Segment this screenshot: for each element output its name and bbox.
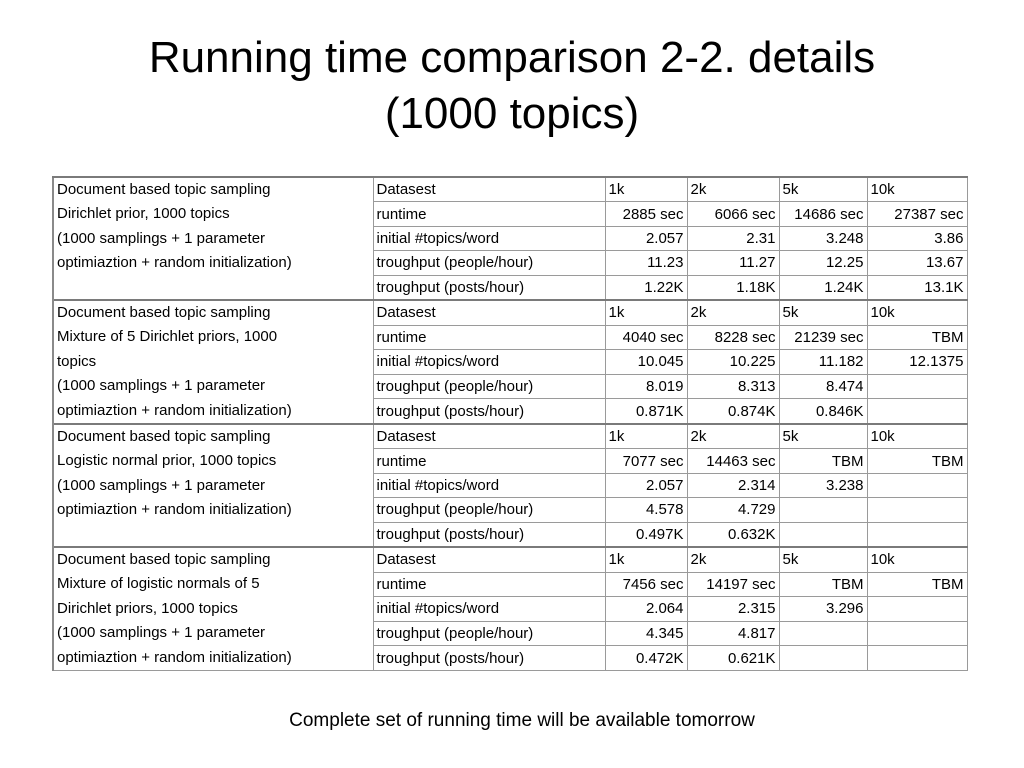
metric-label-cell: troughput (people/hour) [373, 374, 605, 399]
metric-label-cell: runtime [373, 325, 605, 350]
config-description-line: Document based topic sampling [57, 181, 271, 198]
value-cell-1k: 4.345 [605, 621, 687, 646]
metric-label-cell: troughput (posts/hour) [373, 399, 605, 424]
value-cell-1k: 0.472K [605, 646, 687, 671]
config-description-line: Mixture of 5 Dirichlet priors, 1000 [57, 328, 278, 346]
value-cell-10k [867, 621, 967, 646]
value-cell-5k: 3.296 [779, 597, 867, 622]
config-description-line: Document based topic sampling [57, 550, 271, 568]
config-description-line: Document based topic sampling [57, 427, 271, 445]
config-description-line: (1000 samplings + 1 parameter [57, 377, 266, 395]
value-cell-1k: 10.045 [605, 350, 687, 375]
metric-label-cell: runtime [373, 449, 605, 473]
config-description-cell [53, 300, 373, 424]
value-cell-1k: 2885 sec [605, 202, 687, 226]
value-cell-10k [867, 399, 967, 424]
value-cell-2k: 0.621K [687, 646, 779, 671]
value-cell-1k: 2.064 [605, 597, 687, 622]
value-cell-1k: 0.497K [605, 522, 687, 547]
metric-label-cell: troughput (people/hour) [373, 251, 605, 275]
column-header-dataset: Datasest [373, 300, 605, 325]
value-cell-2k: 0.632K [687, 522, 779, 547]
column-header-5k: 5k [779, 424, 867, 449]
value-cell-5k: 21239 sec [779, 325, 867, 350]
column-header-5k: 5k [779, 547, 867, 572]
metric-label-cell: troughput (people/hour) [373, 621, 605, 646]
value-cell-2k: 1.18K [687, 275, 779, 300]
value-cell-5k: TBM [779, 449, 867, 473]
value-cell-10k [867, 646, 967, 671]
metric-label-cell: troughput (people/hour) [373, 498, 605, 522]
value-cell-5k [779, 621, 867, 646]
value-cell-1k: 11.23 [605, 251, 687, 275]
column-header-10k: 10k [867, 300, 967, 325]
metric-label-cell: runtime [373, 202, 605, 226]
value-cell-10k [867, 498, 967, 522]
value-cell-5k [779, 522, 867, 547]
value-cell-5k: TBM [779, 572, 867, 597]
value-cell-1k: 2.057 [605, 473, 687, 497]
value-cell-5k: 8.474 [779, 374, 867, 399]
table-header-row [53, 547, 967, 572]
config-description-line: Dirichlet priors, 1000 topics [57, 599, 238, 617]
value-cell-10k: 13.1K [867, 275, 967, 300]
value-cell-2k: 8.313 [687, 374, 779, 399]
value-cell-1k: 8.019 [605, 374, 687, 399]
metric-label-cell: troughput (posts/hour) [373, 275, 605, 300]
value-cell-2k: 2.315 [687, 597, 779, 622]
table-header-row [53, 300, 967, 325]
value-cell-5k [779, 646, 867, 671]
config-description-line: Mixture of logistic normals of 5 [57, 575, 260, 593]
value-cell-5k [779, 498, 867, 522]
value-cell-1k: 7456 sec [605, 572, 687, 597]
value-cell-5k: 0.846K [779, 399, 867, 424]
value-cell-1k: 4040 sec [605, 325, 687, 350]
value-cell-10k [867, 597, 967, 622]
value-cell-10k [867, 522, 967, 547]
value-cell-1k: 0.871K [605, 399, 687, 424]
value-cell-2k: 4.817 [687, 621, 779, 646]
column-header-2k: 2k [687, 547, 779, 572]
value-cell-10k: 27387 sec [867, 202, 967, 226]
column-header-10k: 10k [867, 547, 967, 572]
config-description-line: optimiaztion + random initialization) [57, 401, 292, 419]
config-description-line: topics [57, 352, 97, 370]
metric-label-cell: troughput (posts/hour) [373, 522, 605, 547]
value-cell-10k: TBM [867, 572, 967, 597]
value-cell-10k: 12.1375 [867, 350, 967, 375]
value-cell-2k: 2.31 [687, 226, 779, 250]
metric-label-cell: initial #topics/word [373, 226, 605, 250]
value-cell-2k: 8228 sec [687, 325, 779, 350]
metric-label-cell: troughput (posts/hour) [373, 646, 605, 671]
config-description-cell [53, 177, 373, 300]
value-cell-5k: 3.248 [779, 226, 867, 250]
slide-title [0, 30, 1024, 142]
footnote: Complete set of running time will be available tomorrow [289, 710, 755, 731]
metric-label-cell: runtime [373, 572, 605, 597]
config-description-line: optimiaztion + random initialization) [57, 648, 292, 666]
value-cell-2k: 10.225 [687, 350, 779, 375]
config-description-line: (1000 samplings + 1 parameter [57, 476, 266, 494]
value-cell-2k: 11.27 [687, 251, 779, 275]
value-cell-2k: 14197 sec [687, 572, 779, 597]
config-description-line: (1000 samplings + 1 parameter [57, 624, 266, 642]
metric-label-cell: initial #topics/word [373, 473, 605, 497]
value-cell-10k [867, 473, 967, 497]
column-header-10k: 10k [867, 424, 967, 449]
running-time-table [52, 176, 968, 671]
column-header-dataset: Datasest [373, 424, 605, 449]
column-header-1k: 1k [605, 547, 687, 572]
column-header-5k: 5k [779, 300, 867, 325]
table-header-row [53, 177, 967, 202]
column-header-5k: 5k [779, 177, 867, 202]
config-description-cell [53, 547, 373, 671]
value-cell-5k: 3.238 [779, 473, 867, 497]
value-cell-10k: 13.67 [867, 251, 967, 275]
column-header-2k: 2k [687, 424, 779, 449]
column-header-1k: 1k [605, 177, 687, 202]
config-description-line: Logistic normal prior, 1000 topics [57, 452, 277, 470]
column-header-dataset: Datasest [373, 547, 605, 572]
metric-label-cell: initial #topics/word [373, 597, 605, 622]
value-cell-10k [867, 374, 967, 399]
value-cell-2k: 14463 sec [687, 449, 779, 473]
value-cell-5k: 11.182 [779, 350, 867, 375]
results-table-container [52, 176, 966, 666]
column-header-dataset: Datasest [373, 177, 605, 202]
config-description-line: (1000 samplings + 1 parameter [57, 229, 266, 247]
config-description-line: optimiaztion + random initialization) [57, 254, 292, 272]
value-cell-2k: 4.729 [687, 498, 779, 522]
value-cell-10k: TBM [867, 449, 967, 473]
value-cell-1k: 7077 sec [605, 449, 687, 473]
value-cell-1k: 2.057 [605, 226, 687, 250]
config-description-line: optimiaztion + random initialization) [57, 501, 292, 519]
value-cell-2k: 6066 sec [687, 202, 779, 226]
column-header-2k: 2k [687, 177, 779, 202]
table-body [53, 177, 967, 670]
metric-label-cell: initial #topics/word [373, 350, 605, 375]
value-cell-2k: 2.314 [687, 473, 779, 497]
value-cell-1k: 1.22K [605, 275, 687, 300]
column-header-1k: 1k [605, 300, 687, 325]
column-header-10k: 10k [867, 177, 967, 202]
slide-title-line-2: (1000 topics) [384, 89, 640, 138]
config-description-cell [53, 424, 373, 547]
value-cell-1k: 4.578 [605, 498, 687, 522]
value-cell-2k: 0.874K [687, 399, 779, 424]
slide-title-line-1: Running time comparison 2-2. details [148, 33, 876, 82]
config-description-line: Document based topic sampling [57, 303, 271, 321]
value-cell-5k: 14686 sec [779, 202, 867, 226]
column-header-1k: 1k [605, 424, 687, 449]
config-description-line: Dirichlet prior, 1000 topics [57, 205, 230, 223]
table-header-row [53, 424, 967, 449]
value-cell-10k: 3.86 [867, 226, 967, 250]
value-cell-10k: TBM [867, 325, 967, 350]
value-cell-5k: 12.25 [779, 251, 867, 275]
value-cell-5k: 1.24K [779, 275, 867, 300]
column-header-2k: 2k [687, 300, 779, 325]
